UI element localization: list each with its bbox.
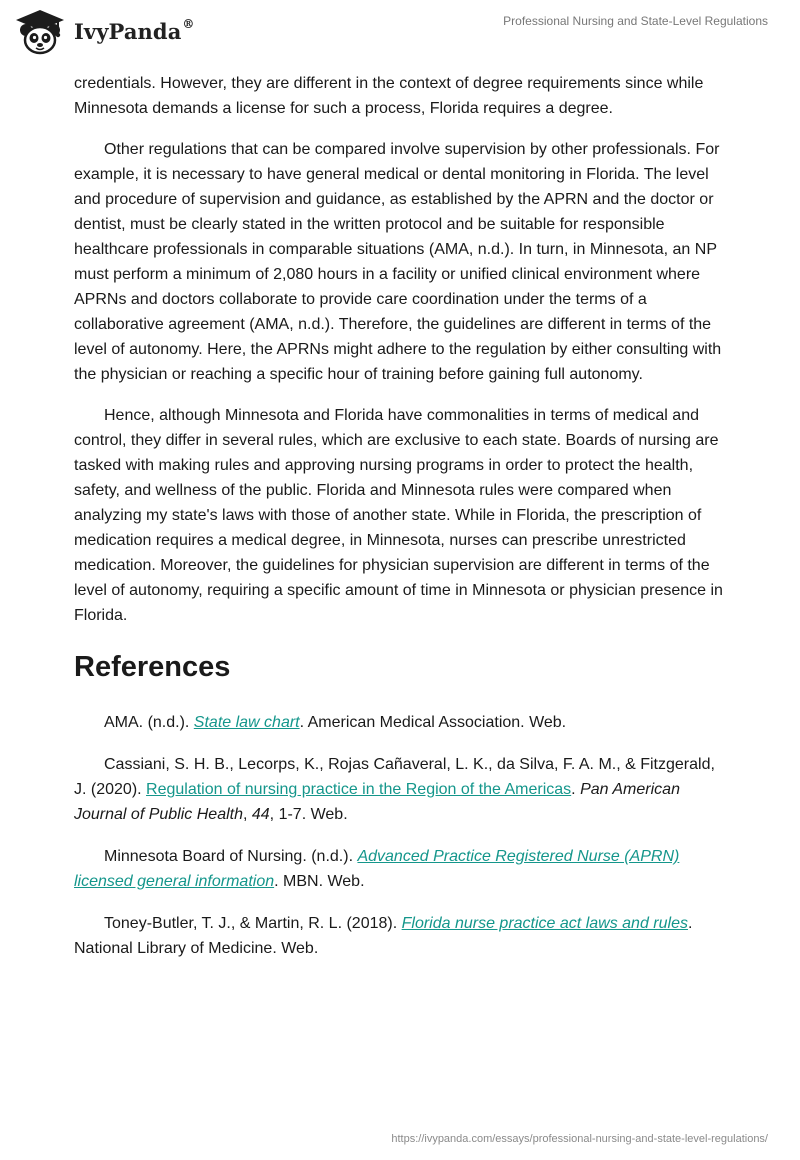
brand-name[interactable]: IvyPanda® (74, 17, 195, 44)
reference-item-mbn: Minnesota Board of Nursing. (n.d.). Advanced Practice Registered Nurse (APRN) licensed general information. MBN. Web. (74, 848, 680, 890)
reference-link-aprn-general-information[interactable]: Advanced Practice Registered Nurse (APRN) licensed general information (74, 848, 680, 890)
panda-graduate-logo-icon[interactable] (14, 8, 66, 56)
footer-source-url: https://ivypanda.com/essays/professional-nursing-and-state-level-regulations/ (391, 1133, 768, 1145)
body-paragraph-supervision: Other regulations that can be compared involve supervision by other professionals. For example, it is necessary to have general medical or dental monitoring in Florida. The level and procedure of supervision and guidance, as established by the APRN and the doctor or dentist, must be clearly stated in the written protocol and be suitable for responsible healthcare professionals in comparable situations (AMA, n.d.). In turn, in Minnesota, an NP must perform a minimum of 2,080 hours in a facility or unified clinical environment where APRNs and doctors collaborate to provide care coordination under the terms of a collaborative agreement (AMA, n.d.). Therefore, the guidelines are different in terms of the level of autonomy. Here, the APRNs might adhere to the regulation by either consulting with the physician or reaching a specific hour of training before gaining full autonomy. (74, 141, 722, 383)
body-paragraph-continued: credentials. However, they are different in the context of degree requirements since while Minnesota demands a license for such a process, Florida requires a degree. (74, 75, 704, 117)
reference-item-toney-butler: Toney-Butler, T. J., & Martin, R. L. (2018). Florida nurse practice act laws and rules. National Library of Medicine. Web. (74, 915, 693, 957)
essay-content (74, 71, 724, 978)
body-paragraph-conclusion: Hence, although Minnesota and Florida have commonalities in terms of medical and control, they differ in several rules, which are exclusive to each state. Boards of nursing are tasked with making rules and approving nursing programs in order to protect the health, safety, and wellness of the public. Florida and Minnesota rules were compared when analyzing my state's laws with those of another state. While in Florida, the prescription of medication requires a medical degree, in Minnesota, nurses can prescribe unrestricted medication. Moreover, the guidelines for physician supervision are different in terms of the level of autonomy, requiring a specific amount of time in Minnesota or physician presence in Florida. (74, 407, 723, 624)
reference-item-cassiani: Cassiani, S. H. B., Lecorps, K., Rojas Cañaveral, L. K., da Silva, F. A. M., & Fitzgerald, J. (2020). Regulation of nursing practice in the Region of the Americas. Pan American Journal of Public Health, 44, 1-7. Web. (74, 756, 715, 823)
reference-link-regulation-nursing-practice[interactable]: Regulation of nursing practice in the Region of the Americas (146, 781, 572, 798)
reference-link-florida-nurse-practice-act[interactable]: Florida nurse practice act laws and rules (401, 915, 688, 932)
document-title: Professional Nursing and State-Level Regulations (503, 14, 768, 28)
reference-item-ama: AMA. (n.d.). State law chart. American Medical Association. Web. (104, 714, 567, 731)
page-header (0, 0, 800, 64)
references-heading: References (74, 651, 231, 683)
reference-link-state-law-chart[interactable]: State law chart (193, 714, 300, 731)
